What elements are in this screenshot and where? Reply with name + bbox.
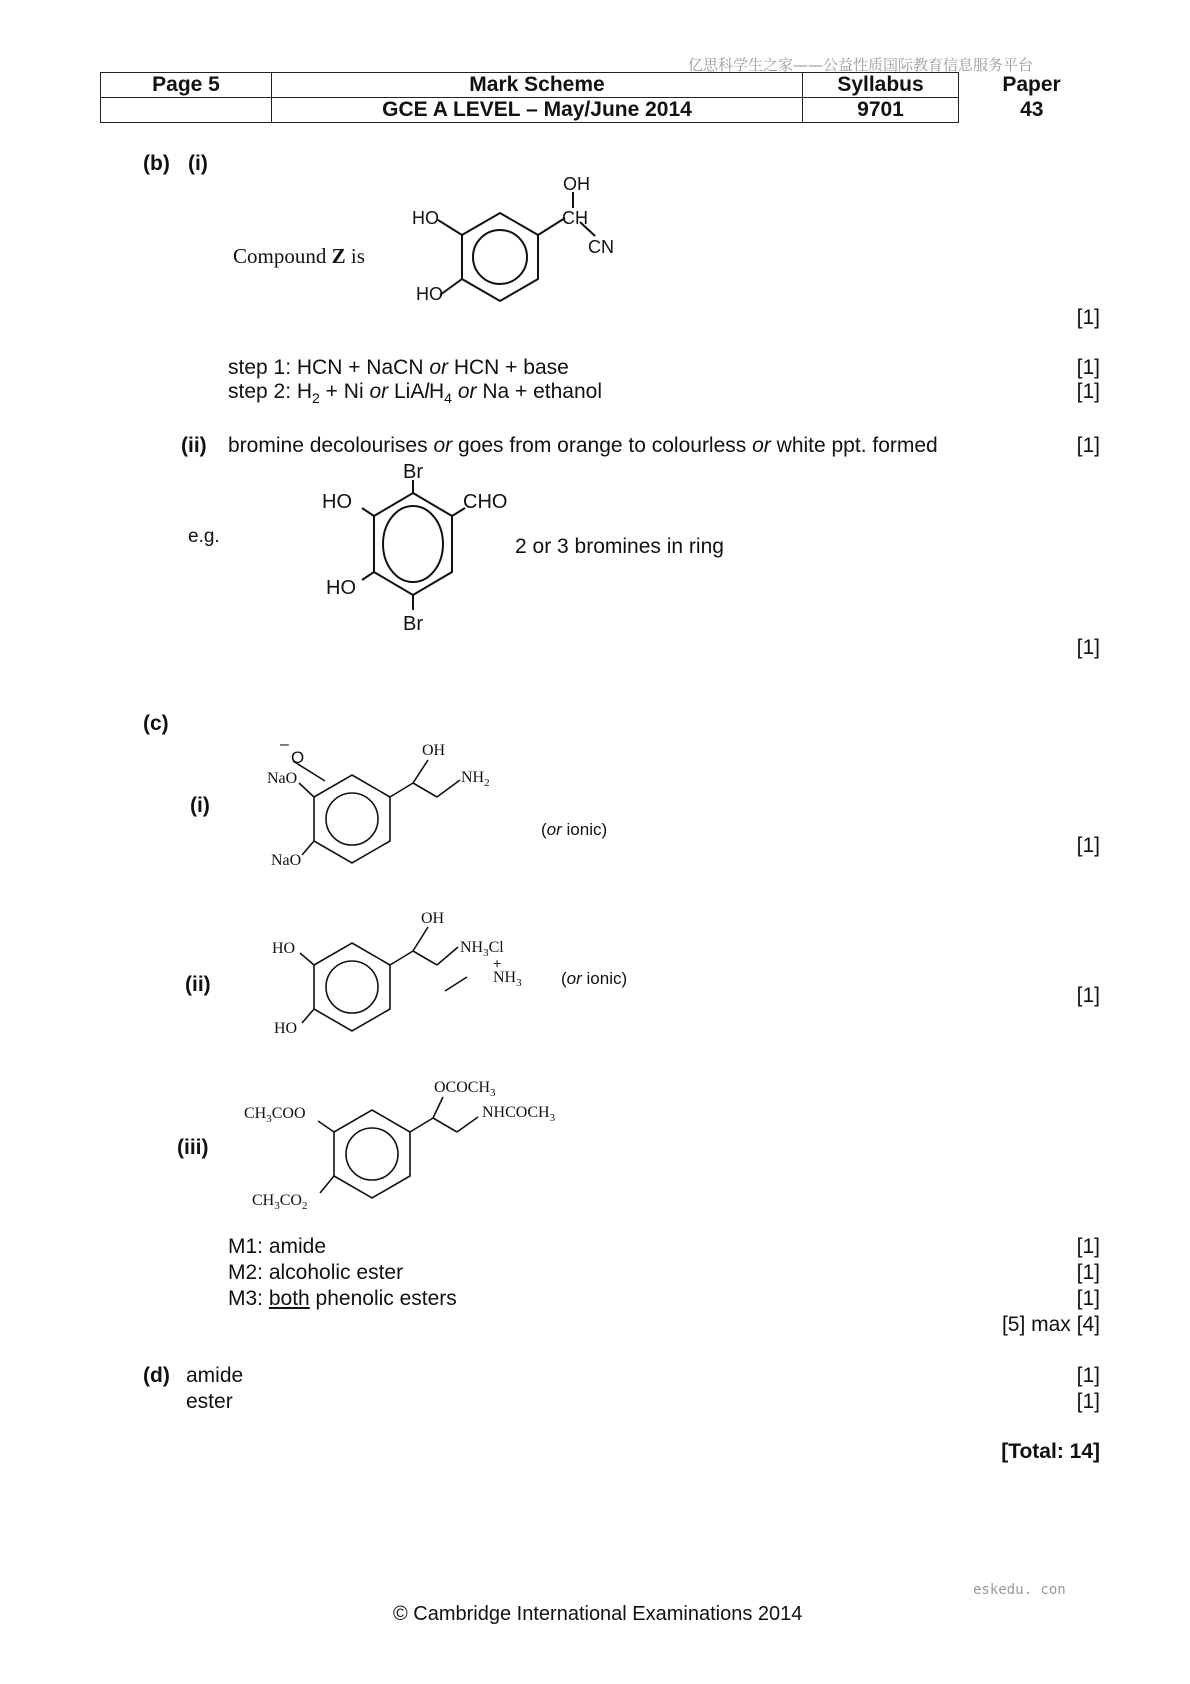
- header-paper-value: 43: [1020, 98, 1044, 121]
- step2-or1: or: [369, 380, 389, 403]
- compound-prefix: Compound: [233, 244, 327, 268]
- ci-nao1: NaO: [267, 770, 298, 787]
- d-line1-mark: [1]: [1076, 1364, 1100, 1387]
- step1-b: HCN + base: [448, 356, 569, 379]
- step1-or: or: [429, 356, 449, 379]
- ci-nao2: NaO: [271, 852, 302, 869]
- footer-copyright: © Cambridge International Examinations 2014: [393, 1603, 803, 1625]
- part-c-ii-label: (ii): [185, 973, 211, 996]
- m3-mark: [1]: [1076, 1287, 1100, 1310]
- c-ii-note-or: or: [566, 969, 582, 988]
- br-ho1-label: HO: [322, 491, 352, 513]
- b-ii-or1: or: [433, 434, 453, 457]
- bromines-note: 2 or 3 bromines in ring: [515, 535, 724, 558]
- b-ii-a: bromine decolourises: [228, 434, 434, 457]
- d-line2: ester: [186, 1390, 233, 1413]
- b-ii-mark: [1]: [1076, 434, 1100, 457]
- step2-line: [228, 380, 602, 406]
- br2-label: Br: [403, 613, 423, 635]
- structure-dibromo: [310, 460, 530, 640]
- br1-label: Br: [403, 461, 423, 483]
- m3-b: phenolic esters: [309, 1287, 457, 1310]
- part-d-label: (d): [143, 1364, 170, 1387]
- ci-oh: OH: [422, 742, 446, 759]
- b-ii-c: white ppt. formed: [770, 434, 938, 457]
- step1-mark: [1]: [1076, 356, 1100, 379]
- ci-nh2: $NH_2$: [461, 769, 490, 789]
- m3-underline: both: [268, 1287, 310, 1310]
- cii-oh: OH: [421, 910, 445, 927]
- part-c-i-label: (i): [190, 794, 210, 817]
- m2-mark: [1]: [1076, 1261, 1100, 1284]
- ci-neg: –: [280, 736, 289, 753]
- c-i-note-open: (: [541, 820, 547, 839]
- step2-sub1: 2: [312, 390, 320, 407]
- cii-plus: +: [493, 955, 502, 971]
- step2-a: step 2: H: [228, 380, 313, 403]
- step1-line: [228, 356, 569, 380]
- b-ii-or2: or: [752, 434, 771, 457]
- z-oh-label: OH: [563, 174, 590, 194]
- total-mark: [Total: 14]: [1001, 1440, 1100, 1463]
- structure-compound-z: [400, 170, 640, 310]
- compound-suffix: is: [350, 244, 365, 268]
- step2-mark: [1]: [1076, 380, 1100, 403]
- c-i-mark: [1]: [1076, 834, 1100, 857]
- part-b-label: (b): [143, 152, 170, 175]
- header-title: Mark Scheme: [272, 73, 803, 98]
- c-ii-note-open: (: [561, 969, 567, 988]
- watermark-top: 亿思科学生之家——公益性质国际教育信息服务平台: [688, 56, 1034, 74]
- step1-a: step 1: HCN + NaCN: [228, 356, 430, 379]
- header-subtitle: GCE A LEVEL – May/June 2014: [272, 98, 803, 123]
- ci-o: O: [291, 748, 305, 767]
- step2-b: + Ni: [319, 380, 370, 403]
- z-ho1-label: HO: [412, 208, 439, 228]
- part-b-ii-label: (ii): [181, 434, 207, 457]
- compound-z-text: [233, 244, 365, 269]
- m1-mark: [1]: [1076, 1235, 1100, 1258]
- ciii-ch3co2: $CH_3CO_2$: [252, 1192, 308, 1212]
- part-b-i-label: (i): [188, 152, 208, 175]
- compound-name: Z: [331, 244, 346, 268]
- watermark-bottom: eskedu. con: [973, 1582, 1066, 1598]
- cho-label: CHO: [463, 491, 508, 513]
- structure-c-iii: [240, 1075, 600, 1215]
- structure-c-i: [255, 735, 545, 875]
- b-ii-b: goes from orange to colourless: [452, 434, 753, 457]
- cii-ho1: HO: [272, 940, 296, 957]
- ciii-ch3coo: $CH_3COO$: [244, 1105, 306, 1125]
- z-ch-label: CH: [562, 208, 588, 228]
- c-i-note: [541, 820, 607, 840]
- max-mark: [5] max [4]: [1001, 1313, 1100, 1336]
- step2-c: LiA: [388, 380, 425, 403]
- b-ii-mark2: [1]: [1076, 636, 1100, 659]
- d-line1: amide: [186, 1364, 244, 1387]
- m2-line: M2: alcoholic ester: [228, 1261, 404, 1284]
- structure-c-ii: [260, 905, 560, 1040]
- header-paper-label: Paper: [1002, 73, 1061, 96]
- eg-label: e.g.: [188, 526, 220, 547]
- header-page: Page 5: [101, 73, 272, 98]
- c-ii-note: [561, 969, 627, 989]
- m3-line: [228, 1287, 457, 1311]
- cii-ho2: HO: [274, 1020, 298, 1037]
- cii-nh3: $NH_3$: [493, 969, 522, 989]
- c-ii-note-rest: ionic): [581, 969, 628, 988]
- ciii-ococh3: $OCOCH_3$: [434, 1079, 496, 1099]
- header-table: [100, 72, 1105, 123]
- m3-a: M3:: [228, 1287, 269, 1310]
- mark-z: [1]: [1076, 306, 1100, 329]
- cii-nh3cl: $NH_3Cl$: [460, 939, 504, 959]
- step2-or2: or: [457, 380, 477, 403]
- d-line2-mark: [1]: [1076, 1390, 1100, 1413]
- c-ii-mark: [1]: [1076, 984, 1100, 1007]
- br-ho2-label: HO: [326, 577, 356, 599]
- ciii-nhcoch3: $NHCOCH_3$: [482, 1104, 556, 1124]
- header-syllabus-label: Syllabus: [803, 73, 959, 98]
- header-syllabus-value: 9701: [803, 98, 959, 123]
- part-c-iii-label: (iii): [177, 1136, 209, 1159]
- step2-d: H: [429, 380, 445, 403]
- c-i-note-rest: ionic): [561, 820, 608, 839]
- step2-l: l: [424, 380, 429, 403]
- step2-f: Na + ethanol: [476, 380, 603, 403]
- z-cn-label: CN: [588, 237, 614, 257]
- header-empty: [101, 98, 272, 123]
- c-i-note-or: or: [546, 820, 562, 839]
- m1-line: M1: amide: [228, 1235, 327, 1258]
- step2-sub2: 4: [444, 390, 452, 407]
- b-ii-line: [228, 434, 938, 458]
- z-ho2-label: HO: [416, 284, 443, 304]
- part-c-label: (c): [143, 712, 169, 735]
